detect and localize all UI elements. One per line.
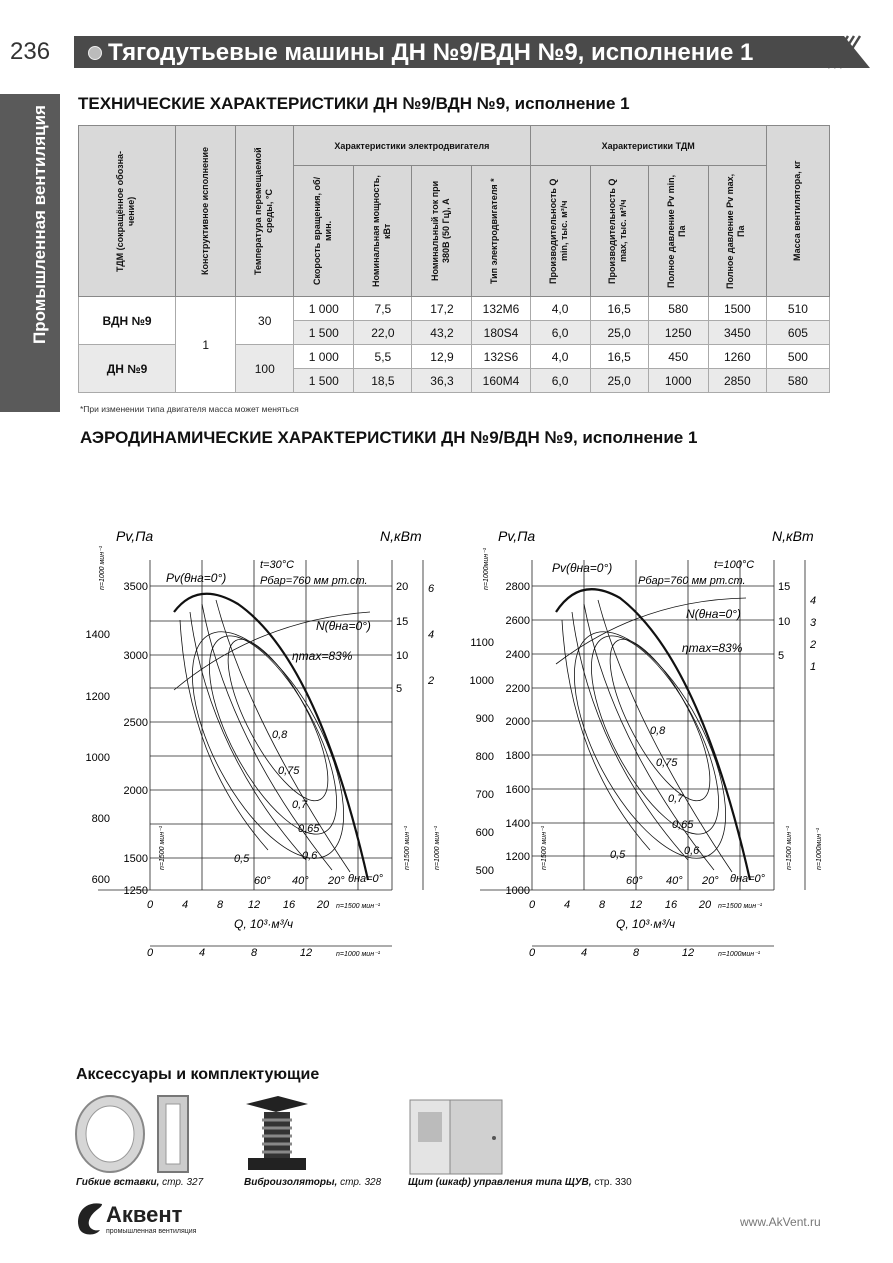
accessory-page: стр. 327 [159, 1177, 204, 1188]
rpm-label: n=1500 мин⁻¹ [541, 825, 548, 870]
col-qmin-label: Производительность Q min, тыс. м³/ч [548, 178, 570, 284]
tick-label: 12 [629, 899, 643, 911]
tick-label: 500 [475, 865, 494, 877]
temp-annotation: t=30°C [260, 559, 295, 571]
tick-label: 4 [428, 629, 435, 641]
aero-section-title: АЭРОДИНАМИЧЕСКИЕ ХАРАКТЕРИСТИКИ ДН №9/ВДН №9, исполнение 1 [80, 428, 698, 447]
eff-label: 0,65 [672, 819, 694, 831]
table-cell: 6,0 [530, 369, 590, 393]
table-cell: 43,2 [412, 321, 472, 345]
n-curve-label: N(θна=0°) [316, 619, 371, 633]
tick-label: 1200 [85, 691, 110, 703]
tick-label: 4 [563, 899, 571, 911]
rpm-label: n=1000 мин⁻¹ [336, 951, 381, 958]
rpm-label: n=1000мин⁻¹ [816, 827, 823, 870]
tick-label: 1500 [123, 853, 148, 865]
tdm-group-header: Характеристики ТДМ [530, 126, 766, 166]
col-mass-label: Масса вентилятора, кг [792, 160, 803, 262]
tick-label: 8 [598, 899, 606, 911]
table-cell: 1 000 [294, 297, 354, 321]
tick-label: 0 [146, 899, 154, 911]
tick-label: 600 [475, 827, 494, 839]
pbar-annotation: Pбар=760 мм рт.ст. [638, 575, 746, 587]
brand-mark-icon [74, 1200, 104, 1236]
eff-label: 0,75 [656, 757, 678, 769]
col-pmin [648, 166, 708, 297]
tick-label: 1000 [469, 675, 494, 687]
angle-label: 20° [702, 875, 719, 887]
eta-label: ηmax=83% [292, 649, 353, 663]
rpm-label: n=1500 мин⁻¹ [404, 825, 411, 870]
tick-label: 8 [632, 947, 640, 959]
rpm-label: n=1000 мин⁻¹ [434, 825, 441, 870]
tick-label: 0 [528, 947, 536, 959]
col-current-label: Номинальный ток при 380В (50 Гц), А [429, 181, 451, 282]
table-cell: 3450 [708, 321, 766, 345]
table-cell: 12,9 [412, 345, 472, 369]
table-cell: 4,0 [530, 345, 590, 369]
tick-label: 20 [396, 581, 409, 593]
angle-40-line [190, 612, 306, 860]
temp-value: 30 [236, 297, 294, 345]
pbar-annotation: Pбар=760 мм рт.ст. [260, 575, 368, 587]
side-category-band [0, 94, 60, 412]
table-cell: 22,0 [354, 321, 412, 345]
table-cell: 510 [766, 297, 829, 321]
col-power [354, 166, 412, 297]
table-row [79, 297, 830, 321]
tick-label: 12 [247, 899, 261, 911]
tick-label: 16 [282, 899, 296, 911]
flexible-insert-icon [74, 1092, 204, 1174]
tick-label: 2000 [505, 716, 530, 728]
tick-label: 0 [528, 899, 536, 911]
col-tdm [79, 126, 176, 297]
col-temp-label: Температура перемещаемой среды, °С [252, 147, 274, 275]
tick-label: 20 [316, 899, 330, 911]
col-motor-type-label: Тип электродвигателя * [489, 178, 500, 284]
tick-label: 5 [396, 683, 403, 695]
tick-label: 15 [396, 616, 409, 628]
accessory-caption [244, 1177, 381, 1188]
page-title: Тягодутьевые машины ДН №9/ВДН №9, исполнение 1 [108, 39, 754, 66]
col-pmax [708, 166, 766, 297]
tick-label: 3000 [123, 650, 148, 662]
accessory-page: стр. 330 [591, 1177, 632, 1188]
tick-label: 2400 [505, 649, 530, 661]
tick-label: 4 [181, 899, 189, 911]
pv-curve-label: Pv(θна=0°) [552, 561, 613, 575]
col-power-label: Номинальная мощность, кВт [370, 175, 392, 288]
tick-label: 1800 [505, 750, 530, 762]
table-cell: 6,0 [530, 321, 590, 345]
eff-label: 0,7 [292, 799, 308, 811]
side-category-label: Промышленная вентиляция [30, 105, 49, 344]
table-cell: 132M6 [472, 297, 530, 321]
rpm-label: n=1000мин⁻¹ [718, 951, 761, 958]
tick-label: 2200 [505, 683, 530, 695]
angle-label: 40° [292, 875, 309, 887]
accessory-name: Щит (шкаф) управления типа ЩУВ, [408, 1177, 592, 1188]
angle-label: θна=0° [730, 873, 766, 885]
tick-label: 700 [475, 789, 494, 801]
table-cell: 2850 [708, 369, 766, 393]
col-motor-type [472, 166, 530, 297]
tick-label: 600 [91, 874, 110, 886]
tick-label: 3 [810, 617, 817, 629]
table-cell: 4,0 [530, 297, 590, 321]
page-header [0, 36, 893, 68]
table-cell: 1 000 [294, 345, 354, 369]
tick-label: 4 [810, 595, 817, 607]
col-pmin-label: Полное давление Pv min, Па [666, 174, 688, 288]
angle-label: 40° [666, 875, 683, 887]
table-cell: 18,5 [354, 369, 412, 393]
table-footnote: *При изменении типа двигателя масса может меняться [80, 404, 299, 414]
table-cell: 16,5 [590, 345, 648, 369]
accessories-title: Аксессуары и комплектующие [76, 1066, 320, 1083]
tick-label: 8 [250, 947, 258, 959]
col-temp [236, 126, 294, 297]
table-cell: 580 [766, 369, 829, 393]
angle-label: θна=0° [348, 873, 384, 885]
eff-label: 0,8 [272, 729, 288, 741]
table-cell: 25,0 [590, 321, 648, 345]
x-axis-label: Q, 10³·м³/ч [616, 917, 676, 931]
n-curve-label: N(θна=0°) [686, 607, 741, 621]
tick-label: 12 [681, 947, 695, 959]
table-cell: 450 [648, 345, 708, 369]
eff-label: 0,5 [234, 853, 250, 865]
n-axis-label: N,кВт [772, 528, 814, 544]
col-speed [294, 166, 354, 297]
eff-label: 0,5 [610, 849, 626, 861]
table-cell: 36,3 [412, 369, 472, 393]
tick-label: 12 [299, 947, 313, 959]
tick-label: 8 [216, 899, 224, 911]
accessory-name: Виброизоляторы, [244, 1177, 338, 1188]
tick-label: 2000 [123, 785, 148, 797]
col-qmin [530, 166, 590, 297]
rpm-label: n=1000 мин⁻¹ [99, 545, 106, 590]
eta-label: ηmax=83% [682, 641, 743, 655]
col-qmax [590, 166, 648, 297]
brand-subtitle: промышленная вентиляция [106, 1228, 197, 1235]
tick-label: 2 [428, 675, 435, 687]
col-construct [176, 126, 236, 297]
aero-chart-100c [460, 520, 822, 960]
group-name: ВДН №9 [79, 297, 176, 345]
tick-label: 15 [778, 581, 791, 593]
construct-value: 1 [176, 297, 236, 393]
eff-label: 0,8 [650, 725, 666, 737]
col-current [412, 166, 472, 297]
chart-curves [162, 594, 375, 881]
tick-label: 2 [810, 639, 817, 651]
tick-label: 800 [475, 751, 494, 763]
table-cell: 580 [648, 297, 708, 321]
tick-label: 1400 [505, 818, 530, 830]
tick-label: 6 [428, 583, 435, 595]
pv-axis-label: Pv,Па [116, 528, 154, 544]
table-cell: 1500 [708, 297, 766, 321]
page-number: 236 [10, 38, 51, 65]
col-pmax-label: Полное давление Pv max, Па [725, 173, 747, 289]
tick-label: 1250 [123, 885, 148, 897]
tick-label: 4 [198, 947, 206, 959]
rpm-label: n=1500 мин⁻¹ [786, 825, 793, 870]
table-cell: 25,0 [590, 369, 648, 393]
accessory-caption [408, 1177, 632, 1188]
x-axis-label: Q, 10³·м³/ч [234, 917, 294, 931]
rpm-label: n=1500 мин⁻¹ [336, 903, 381, 910]
tick-label: 16 [664, 899, 678, 911]
col-speed-label: Скорость вращения, об/мин. [311, 177, 333, 286]
brand-name: Аквент [106, 1202, 183, 1227]
eff-label: 0,75 [278, 765, 300, 777]
tick-label: 4 [580, 947, 588, 959]
tech-spec-table [78, 125, 830, 393]
angle-label: 60° [626, 875, 643, 887]
table-cell: 132S6 [472, 345, 530, 369]
table-cell: 1 500 [294, 321, 354, 345]
accessory-page: стр. 328 [337, 1177, 382, 1188]
website-url: www.AkVent.ru [740, 1215, 821, 1229]
vibration-isolator-icon [244, 1094, 310, 1174]
temp-value: 100 [236, 345, 294, 393]
pv-curve-label: Pv(θна=0°) [166, 571, 227, 585]
col-qmax-label: Производительность Q max, тыс. м³/ч [607, 178, 629, 284]
eff-label: 0,7 [668, 793, 684, 805]
eff-label: 0,6 [684, 845, 700, 857]
tick-label: 1100 [470, 637, 494, 649]
tick-label: 1600 [505, 784, 530, 796]
col-mass [766, 126, 829, 297]
motor-group-header: Характеристики электродвигателя [294, 126, 530, 166]
table-cell: 160M4 [472, 369, 530, 393]
table-cell: 605 [766, 321, 829, 345]
tick-label: 2800 [505, 581, 530, 593]
table-cell: 1250 [648, 321, 708, 345]
control-cabinet-icon [408, 1098, 508, 1176]
tick-label: 1000 [505, 885, 530, 897]
table-cell: 16,5 [590, 297, 648, 321]
group-name: ДН №9 [79, 345, 176, 393]
tick-label: 10 [396, 650, 409, 662]
pv-axis-label: Pv,Па [498, 528, 536, 544]
stripes-decoration-icon [822, 36, 862, 68]
bullet-icon [88, 46, 102, 60]
n-axis-label: N,кВт [380, 528, 422, 544]
tick-label: 1400 [85, 629, 110, 641]
eff-label: 0,65 [298, 823, 320, 835]
angle-label: 60° [254, 875, 271, 887]
tick-label: 900 [475, 713, 494, 725]
tick-label: 3500 [123, 581, 148, 593]
accessory-caption [76, 1177, 203, 1188]
table-cell: 1000 [648, 369, 708, 393]
table-cell: 1260 [708, 345, 766, 369]
tick-label: 20 [698, 899, 712, 911]
tick-label: 0 [146, 947, 154, 959]
rpm-label: n=1000мин⁻¹ [483, 547, 490, 590]
tick-label: 2600 [505, 615, 530, 627]
tick-label: 10 [778, 616, 791, 628]
table-cell: 5,5 [354, 345, 412, 369]
aero-chart-30c [78, 520, 440, 960]
rpm-label: n=1500 мин⁻¹ [159, 825, 166, 870]
table-cell: 500 [766, 345, 829, 369]
col-construct-label: Конструктивное исполнение [200, 146, 211, 276]
tick-label: 2500 [123, 717, 148, 729]
eff-label: 0,6 [302, 850, 318, 862]
temp-annotation: t=100°C [714, 559, 755, 571]
accessory-name: Гибкие вставки, [76, 1177, 160, 1188]
rpm-label: n=1500 мин⁻¹ [718, 903, 763, 910]
tick-label: 5 [778, 650, 785, 662]
table-cell: 17,2 [412, 297, 472, 321]
tick-label: 1000 [85, 752, 110, 764]
tick-label: 1200 [505, 851, 530, 863]
tick-label: 1 [810, 661, 817, 673]
tech-section-title: ТЕХНИЧЕСКИЕ ХАРАКТЕРИСТИКИ ДН №9/ВДН №9, исполнение 1 [78, 94, 630, 113]
table-cell: 180S4 [472, 321, 530, 345]
col-tdm-label: ТДМ (сокращённое обозна-чение) [115, 150, 137, 272]
tick-label: 800 [91, 813, 110, 825]
table-cell: 1 500 [294, 369, 354, 393]
table-cell: 7,5 [354, 297, 412, 321]
angle-label: 20° [328, 875, 345, 887]
